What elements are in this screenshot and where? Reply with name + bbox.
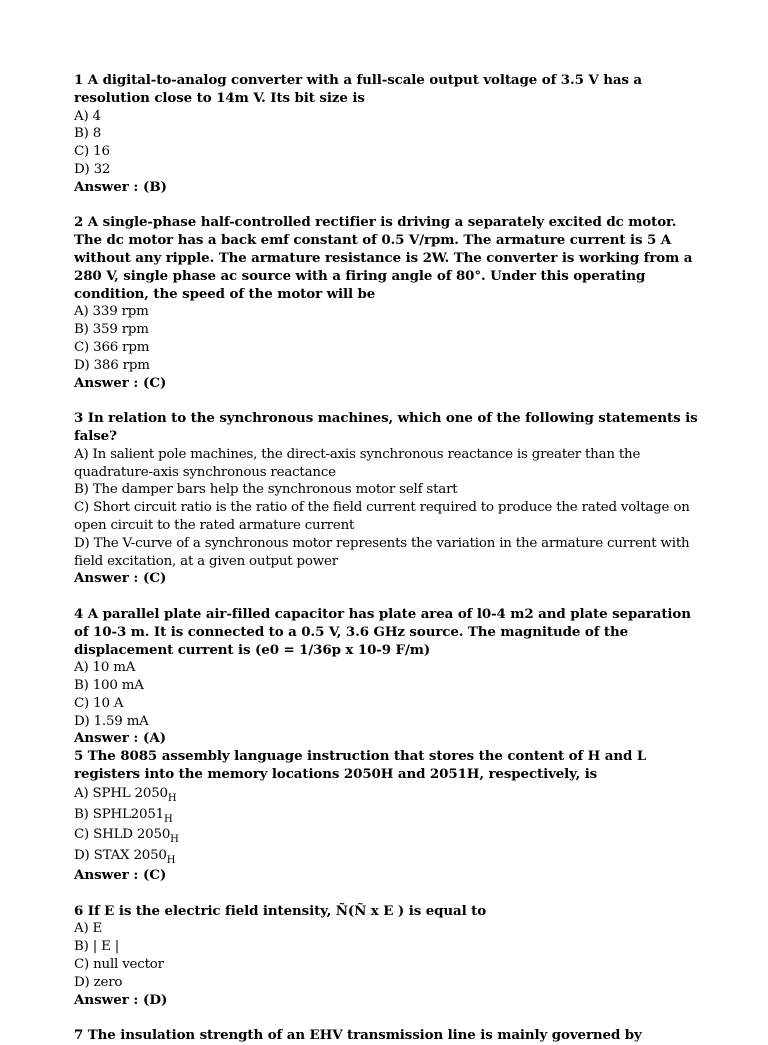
question-text: 5 The 8085 assembly language instruction that stores the content of H and L registers into the memory locations 2050H and 2051H, respectively, is [74, 748, 647, 783]
question-6 [74, 903, 698, 1010]
option-subscript: H [163, 813, 173, 825]
question-7 [74, 1027, 698, 1045]
option-b: B) | E | [74, 939, 120, 955]
option-c: C) Short circuit ratio is the ratio of the field current required to produce the rated voltage on open circuit to the rated armature current [74, 500, 690, 533]
answer-line: Answer : (D) [74, 991, 168, 1008]
question-text: 6 If E is the electric field intensity, Ñ(Ñ x E ) is equal to [74, 902, 487, 919]
answer-line: Answer : (C) [74, 570, 167, 587]
spacer [74, 197, 698, 215]
option-a: A) In salient pole machines, the direct-axis synchronous reactance is greater than the quadrature-axis synchronous reactance [74, 446, 641, 480]
option-b: B) 359 rpm [74, 322, 149, 338]
option-main: D) STAX 2050 [74, 848, 167, 864]
option-d: D) 1.59 mA [74, 713, 149, 729]
question-2 [74, 214, 698, 392]
option-d: D) 32 [74, 161, 111, 177]
option-a: A) 10 mA [74, 660, 136, 676]
question-5 [74, 748, 698, 885]
question-document [74, 72, 698, 1045]
question-text: 4 A parallel plate air-filled capacitor has plate area of l0-4 m2 and plate separation of 10-3 m. It is connected to a 0.5 V, 3.6 GHz source. The magnitude of the displacement current is (e0 = 1/36p x 10-9 F/m) [74, 605, 691, 658]
option-b: B) The damper bars help the synchronous motor self start [74, 482, 458, 498]
option-c: C) null vector [74, 957, 164, 973]
option-b: B) 100 mA [74, 678, 144, 694]
spacer [74, 588, 698, 606]
option-subscript: H [170, 834, 179, 846]
question-3 [74, 410, 698, 588]
spacer [74, 392, 698, 410]
option-d: D) 386 rpm [74, 357, 150, 373]
option-d: D) The V-curve of a synchronous motor represents the variation in the armature current with field excitation, at a given output power [74, 535, 690, 569]
option-a: A) 339 rpm [74, 304, 149, 320]
question-text: 2 A single-phase half-controlled rectifier is driving a separately excited dc motor. The dc motor has a back emf constant of 0.5 V/rpm. The armature current is 5 A without any ripple. The armature resistance is 2W. The converter is working from a 280 V, single phase ac source with a firing angle of 80°. Under this operating condition, the speed of the motor will be [74, 214, 693, 302]
question-text: 7 The insulation strength of an EHV transmission line is mainly governed by [74, 1027, 642, 1044]
option-b [74, 805, 698, 826]
question-4 [74, 606, 698, 748]
option-subscript: H [166, 855, 176, 867]
option-a: A) E [74, 921, 103, 937]
question-text: 3 In relation to the synchronous machines, which one of the following statements is false? [74, 410, 698, 444]
option-a [74, 784, 698, 805]
option-c: C) 16 [74, 144, 110, 160]
option-c [74, 825, 698, 846]
option-subscript: H [167, 792, 177, 804]
option-b: B) 8 [74, 126, 102, 142]
question-text: 1 A digital-to-analog converter with a full-scale output voltage of 3.5 V has a resolution close to 14m V. Its bit size is [74, 72, 642, 106]
option-c: C) 366 rpm [74, 339, 150, 355]
question-1 [74, 72, 698, 197]
option-main: A) SPHL 2050 [74, 785, 168, 801]
answer-line: Answer : (A) [74, 730, 167, 747]
option-main: B) SPHL2051 [74, 806, 164, 822]
answer-line: Answer : (C) [74, 867, 167, 884]
spacer [74, 1009, 698, 1027]
option-d [74, 846, 698, 867]
answer-line: Answer : (B) [74, 178, 168, 195]
option-d: D) zero [74, 974, 123, 990]
option-c: C) 10 A [74, 695, 124, 711]
answer-line: Answer : (C) [74, 374, 167, 391]
spacer [74, 885, 698, 903]
option-main: C) SHLD 2050 [74, 827, 171, 843]
option-a: A) 4 [74, 108, 101, 124]
